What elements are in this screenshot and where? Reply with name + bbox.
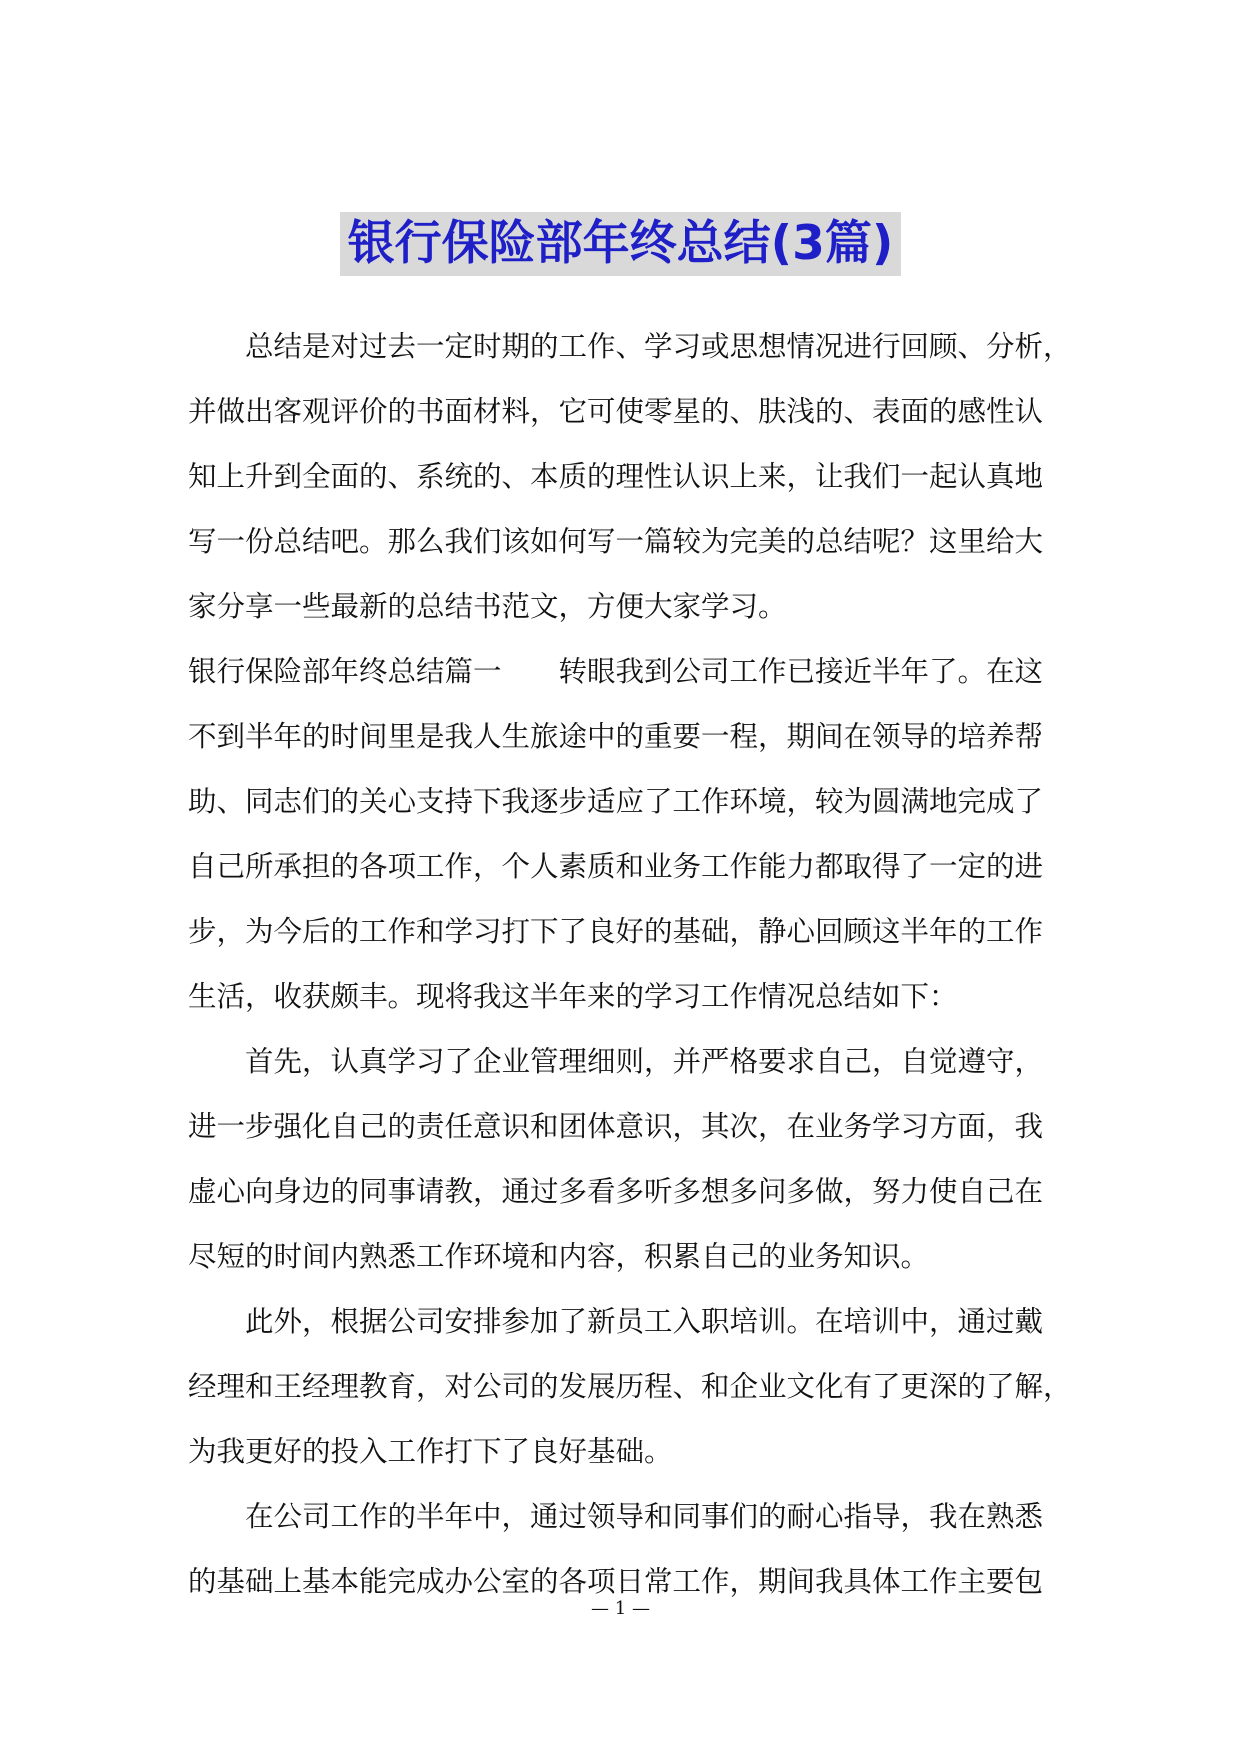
text-line: 在公司工作的半年中，通过领导和同事们的耐心指导，我在熟悉 <box>245 1500 1044 1533</box>
text-line: 助、同志们的关心支持下我逐步适应了工作环境，较为圆满地完成了 <box>188 785 1044 818</box>
text-line: 家分享一些最新的总结书范文，方便大家学习。 <box>188 590 787 623</box>
text-line: 尽短的时间内熟悉工作环境和内容，积累自己的业务知识。 <box>188 1240 930 1273</box>
page-number: — 1 — <box>591 1598 650 1619</box>
text-line: 虚心向身边的同事请教，通过多看多听多想多问多做，努力使自己在 <box>188 1175 1044 1208</box>
text-line: 总结是对过去一定时期的工作、学习或思想情况进行回顾、分析， <box>245 330 1072 363</box>
text-line: 此外，根据公司安排参加了新员工入职培训。在培训中，通过戴 <box>245 1305 1044 1338</box>
text-line: 进一步强化自己的责任意识和团体意识，其次，在业务学习方面，我 <box>188 1110 1044 1143</box>
text-line: 生活，收获颇丰。现将我这半年来的学习工作情况总结如下： <box>188 980 958 1013</box>
text-line: 首先，认真学习了企业管理细则，并严格要求自己，自觉遵守， <box>245 1045 1044 1078</box>
text-line: 并做出客观评价的书面材料，它可使零星的、肤浅的、表面的感性认 <box>188 395 1044 428</box>
text-line: 不到半年的时间里是我人生旅途中的重要一程，期间在领导的培养帮 <box>188 720 1044 753</box>
text-line: 知上升到全面的、系统的、本质的理性认识上来，让我们一起认真地 <box>188 460 1044 493</box>
document-body <box>188 314 1072 1614</box>
text-line: 为我更好的投入工作打下了良好基础。 <box>188 1435 673 1468</box>
section-heading-line: 银行保险部年终总结篇一 转眼我到公司工作已接近半年了。在这 <box>188 655 1044 688</box>
text-line: 自己所承担的各项工作，个人素质和业务工作能力都取得了一定的进 <box>188 850 1044 883</box>
document-title: 银行保险部年终总结(3篇) <box>340 212 902 276</box>
text-line: 的基础上基本能完成办公室的各项日常工作，期间我具体工作主要包 <box>188 1565 1044 1598</box>
text-line: 写一份总结吧。那么我们该如何写一篇较为完美的总结呢？这里给大 <box>188 525 1044 558</box>
text-line: 步，为今后的工作和学习打下了良好的基础，静心回顾这半年的工作 <box>188 915 1044 948</box>
text-line: 经理和王经理教育，对公司的发展历程、和企业文化有了更深的了解， <box>188 1370 1072 1403</box>
title-container <box>0 212 1241 276</box>
